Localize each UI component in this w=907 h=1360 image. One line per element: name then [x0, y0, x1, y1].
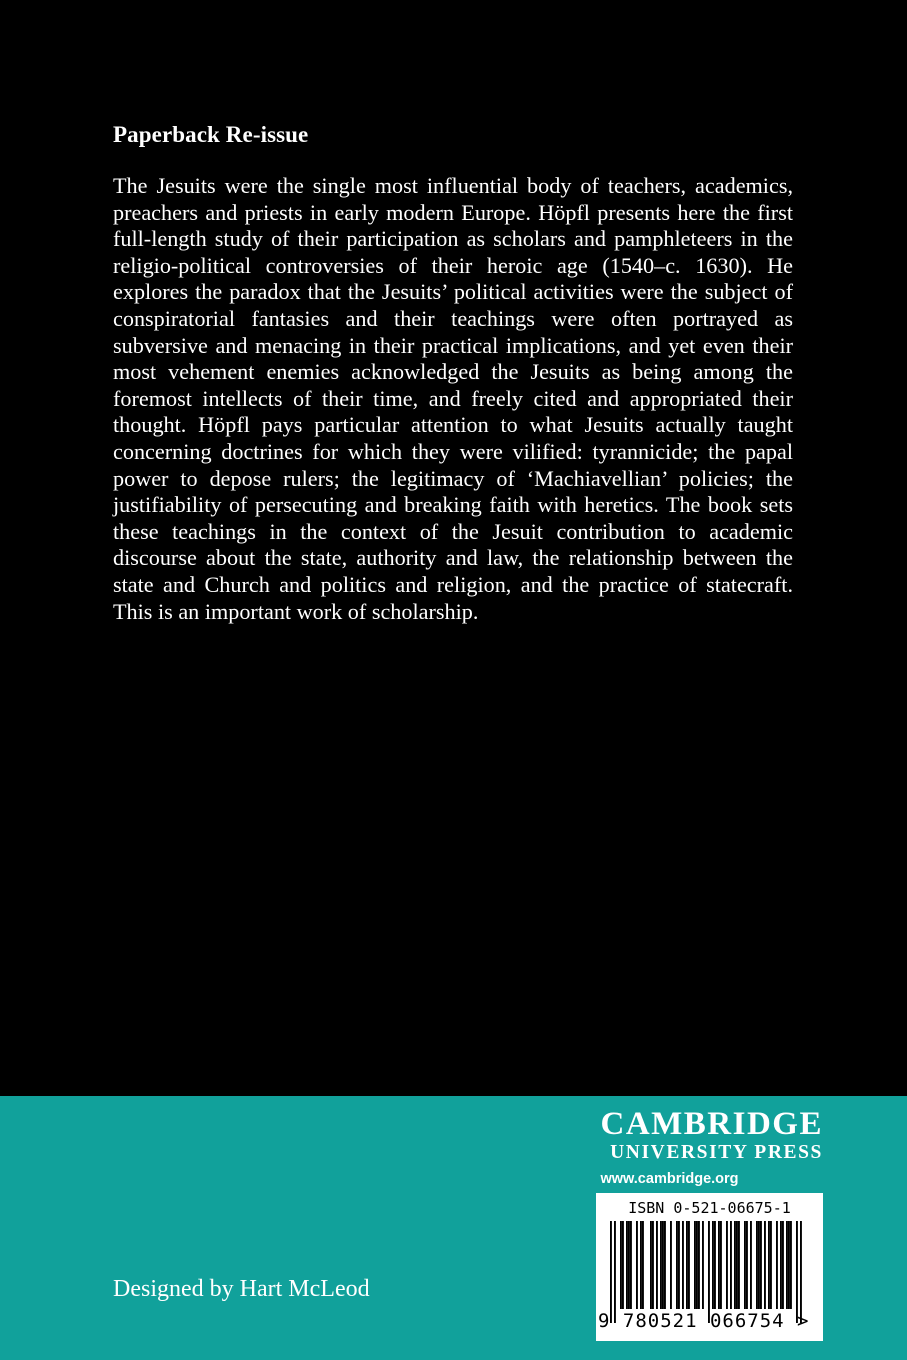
barcode-bar [738, 1221, 740, 1309]
publisher-website: www.cambridge.org [600, 1171, 739, 1187]
barcode-bar [764, 1221, 766, 1309]
barcode-bar [796, 1221, 798, 1323]
barcode-bar [688, 1221, 690, 1309]
barcode-bar [726, 1221, 728, 1309]
barcode-bar [610, 1221, 612, 1323]
barcode-bar [800, 1221, 802, 1323]
designer-credit: Designed by Hart McLeod [113, 1276, 370, 1302]
barcode-bar [686, 1221, 688, 1309]
publisher-logo [600, 1108, 823, 1188]
barcode-bar [736, 1221, 738, 1309]
barcode-bar [662, 1221, 664, 1309]
barcode-bar [756, 1221, 758, 1309]
barcode-bar [682, 1221, 684, 1309]
isbn-label: ISBN 0-521-06675-1 [628, 1199, 791, 1217]
barcode-bar [750, 1221, 752, 1309]
barcode-box [596, 1193, 823, 1341]
barcode-bar [790, 1221, 792, 1309]
barcode-bar [718, 1221, 720, 1309]
edition-label: Paperback Re-issue [113, 122, 309, 147]
barcode-bar [614, 1221, 616, 1323]
barcode-bar [734, 1221, 736, 1309]
barcode-bar [776, 1221, 778, 1309]
blurb-text: The Jesuits were the single most influential body of teachers, academics, preachers and priests in early modern Europe. Höpfl presents here the first full-length study of their participation as scholars and pamphleteers in the religio-political controversies of their heroic age (1540–c. 1630). He explores the paradox that the Jesuits’ political activities were the subject of conspiratorial fantasies and their teachings were often portrayed as subversive and menacing in their practical implications, and yet even their most vehement enemies acknowledged the Jesuits as being among the foremost intellects of their time, and freely cited and appropriated their thought. Höpfl pays particular attention to what Jesuits actually taught concerning doctrines for which they were vilified: tyrannicide; the papal power to depose rulers; the legitimacy of ‘Machiavellian’ policies; the justifiability of persecuting and breaking faith with heretics. The book sets these teachings in the context of the Jesuit contribution to academic discourse about the state, authority and law, the relationship between the state and Church and politics and religion, and the practice of statecraft. This is an important work of scholarship. [113, 173, 793, 624]
barcode-bar [714, 1221, 716, 1309]
barcode-bar [620, 1221, 622, 1309]
barcode-bar [676, 1221, 678, 1309]
barcode-bar [720, 1221, 722, 1309]
barcode-bar [780, 1221, 782, 1309]
barcode-bar [628, 1221, 630, 1309]
barcode-bar [656, 1221, 658, 1309]
barcode-bar [788, 1221, 790, 1309]
barcode-bar [640, 1221, 642, 1309]
barcode-bar [746, 1221, 748, 1309]
barcode-bar [622, 1221, 624, 1309]
barcode-digits: 9 780521 066754 > [598, 1310, 810, 1332]
barcode-bar [694, 1221, 696, 1309]
barcode-bar [630, 1221, 632, 1309]
barcode-bar [670, 1221, 672, 1309]
cover-bottom-band [0, 1096, 907, 1360]
publisher-subname: UNIVERSITY PRESS [610, 1142, 823, 1163]
barcode-bar [712, 1221, 714, 1309]
barcode-bar [730, 1221, 732, 1309]
barcode-bar [782, 1221, 784, 1309]
barcode-bar [708, 1221, 710, 1323]
barcode-bars [610, 1221, 802, 1323]
barcode-bar [652, 1221, 654, 1309]
barcode-bar [696, 1221, 698, 1309]
barcode-bar [744, 1221, 746, 1309]
barcode-bar [698, 1221, 700, 1309]
barcode-bar [642, 1221, 644, 1309]
barcode-bar [650, 1221, 652, 1309]
barcode-bar [702, 1221, 704, 1309]
barcode-bar [664, 1221, 666, 1309]
barcode-bar [758, 1221, 760, 1309]
publisher-name: CAMBRIDGE [600, 1106, 823, 1142]
barcode-bar [786, 1221, 788, 1309]
barcode-bar [678, 1221, 680, 1309]
barcode-bar [768, 1221, 770, 1309]
barcode-bar [626, 1221, 628, 1309]
barcode-bar [760, 1221, 762, 1309]
barcode-bar [636, 1221, 638, 1309]
barcode-bar [770, 1221, 772, 1309]
barcode-bar [660, 1221, 662, 1309]
